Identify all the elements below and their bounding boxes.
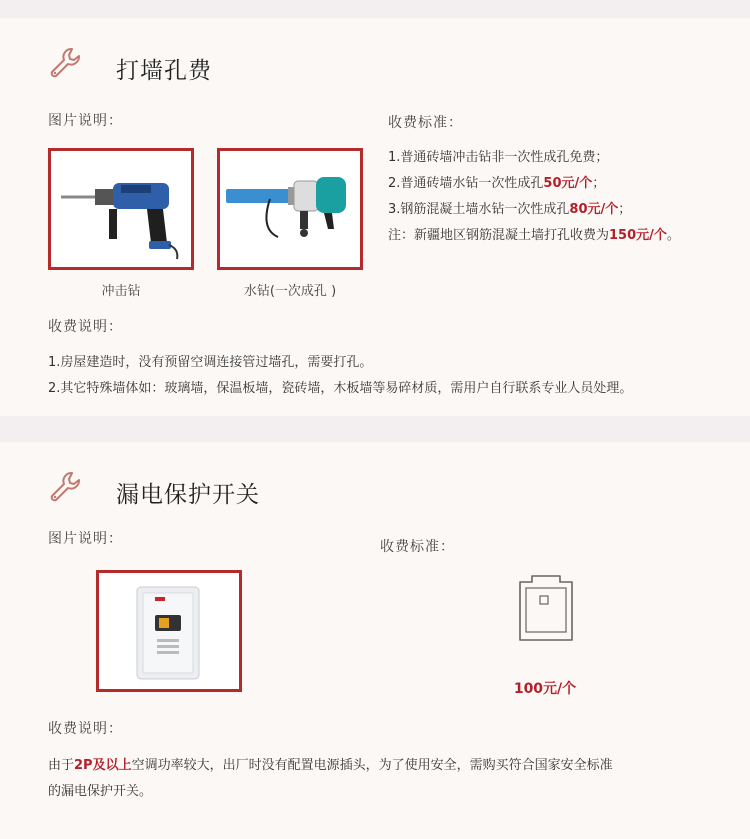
section-leakage-switch — [0, 442, 750, 839]
explain-line: 由于2P及以上空调功率较大，出厂时没有配置电源插头，为了使用安全，需购买符合国家安全标准 — [48, 758, 613, 773]
section-title: 漏电保护开关 — [116, 482, 260, 508]
wrench-icon — [48, 470, 82, 504]
price-value: 50元/个 — [543, 176, 593, 191]
core-drill-caption: 水钻(一次成孔 ) — [243, 284, 337, 299]
fee-standard-label: 收费标准： — [380, 539, 455, 555]
explain-line: 2.其它特殊墙体如：玻璃墙，保温板墙，瓷砖墙，木板墙等易碎材质，需用户自行联系专业人员处理。 — [48, 381, 633, 396]
core-drill-image — [217, 148, 363, 270]
standard-item: 3.钢筋混凝土墙水钻一次性成孔80元/个； — [388, 202, 632, 217]
picture-label: 图片说明： — [48, 113, 123, 129]
section-wall-drilling — [0, 18, 750, 416]
standard-note: 注：新疆地区钢筋混凝土墙打孔收费为150元/个。 — [388, 228, 680, 243]
picture-label: 图片说明： — [48, 531, 123, 547]
core-drill-icon — [220, 151, 360, 267]
explain-label: 收费说明： — [48, 319, 123, 335]
standard-item: 2.普通砖墙水钻一次性成孔50元/个； — [388, 176, 606, 191]
leakage-switch-image — [96, 570, 242, 692]
leakage-switch-icon — [99, 573, 239, 689]
hammer-drill-icon — [51, 151, 191, 267]
price-value: 80元/个 — [569, 202, 619, 217]
wrench-icon — [48, 46, 82, 80]
fee-standard-label: 收费标准： — [388, 115, 463, 131]
hammer-drill-caption: 冲击钻 — [101, 284, 141, 299]
standard-item: 1.普通砖墙冲击钻非一次性成孔免费； — [388, 150, 609, 165]
switch-price: 100元/个 — [513, 681, 577, 697]
explain-highlight: 2P及以上 — [74, 758, 132, 773]
explain-label: 收费说明： — [48, 721, 123, 737]
hammer-drill-image — [48, 148, 194, 270]
explain-line: 1.房屋建造时，没有预留空调连接管过墙孔，需要打孔。 — [48, 355, 373, 370]
price-value: 150元/个 — [609, 228, 667, 243]
explain-line: 的漏电保护开关。 — [48, 784, 153, 799]
section-title: 打墙孔费 — [116, 58, 212, 84]
switch-outline-icon — [514, 574, 578, 648]
